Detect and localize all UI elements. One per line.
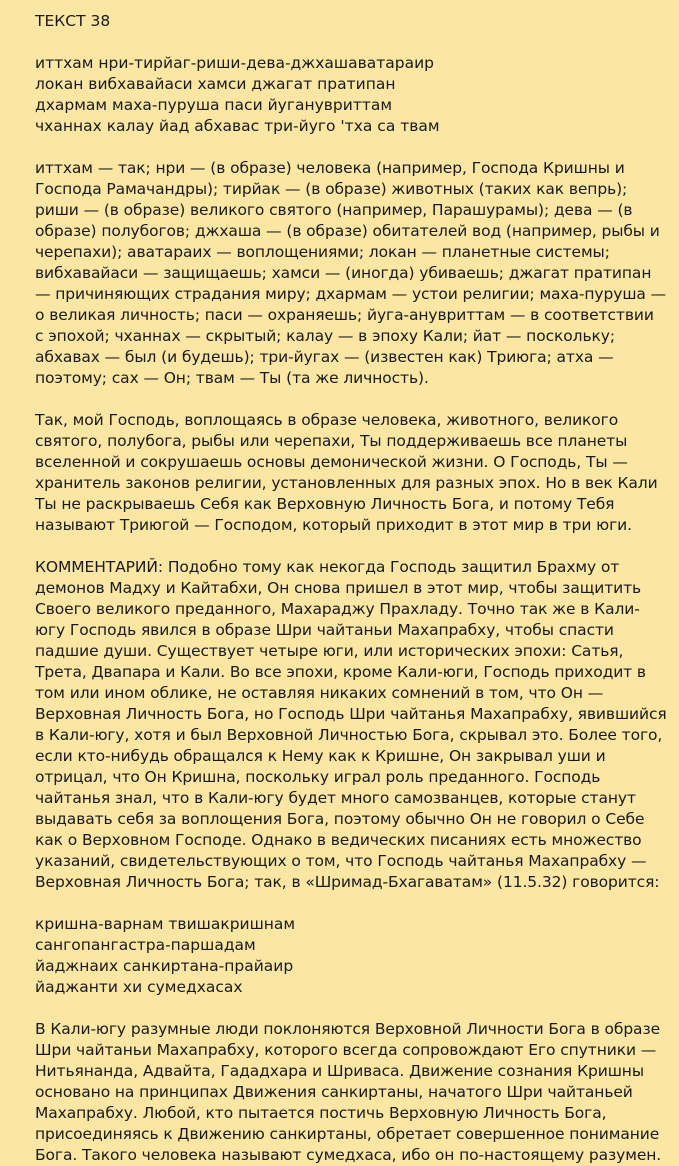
verse-line: локан вибхавайаси хамси джагат пратипан <box>35 75 396 93</box>
quote-line: кришна-варнам твишакришнам <box>35 915 296 933</box>
quote-line: сангопангастра-паршадам <box>35 936 256 954</box>
synonyms-paragraph: иттхам — так; нри — (в образе) человека (например, Господа Кришны и Господа Рамачандры); тирйак — (в образе) животных (таких как вепрь); риши — (в образе) великого святого (например, Парашурамы); дева — (в образе) полубогов; джхаша — (в образе) обитателей вод (например, рыбы и черепахи); аватараих — воплощениями; локан — планетные системы; вибхавайаси — защищаешь; хамси — (иногда) убиваешь; джагат пратипан — причиняющих страдания миру; дхармам — устои религии; маха-пуруша — о великая личность; паси — охраняешь; йуга-анувриттам — в соответствии с эпохой; чханнах — скрытый; калау — в эпоху Кали; йат — поскольку; абхавах — был (и будешь); три-йугах — (известен как) Триюга; атха — поэтому; сах — Он; твам — Ты (та же личность). <box>35 159 667 387</box>
verse-line: дхармам маха-пуруша паси йуганувриттам <box>35 96 393 114</box>
quoted-verse <box>35 914 667 998</box>
text-title: ТЕКСТ 38 <box>35 12 111 30</box>
verse-line: иттхам нри-тирйаг-риши-дева-джхашаватараир <box>35 54 434 72</box>
final-paragraph: В Кали-югу разумные люди поклоняются Верховной Личности Бога в образе Шри чайтаньи Махапрабху, которого всегда сопровождают Его спутники — Нитьянанда, Адвайта, Гададхара и Шриваса. Движение сознания Кришны основано на принципах Движения санкиртаны, начатого Шри чайтаньей Махапрабху. Любой, кто пытается постичь Верховную Личность Бога, присоединяясь к Движению санкиртаны, обретает совершенное понимание Бога. Такого человека называют сумедхаса, ибо он по-настоящему разумен. <box>35 1020 662 1164</box>
verse-transliteration <box>35 53 667 137</box>
commentary-paragraph: КОММЕНТАРИЙ: Подобно тому как некогда Господь защитил Брахму от демонов Мадху и Кайтабхи, Он снова пришел в этот мир, чтобы защитить Своего великого преданного, Махараджу Прахладу. Точно так же в Кали-югу Господь явился в образе Шри чайтаньи Махапрабху, чтобы спасти падшие души. Существует четыре юги, или исторических эпохи: Сатья, Трета, Двапара и Кали. Во все эпохи, кроме Кали-юги, Господь приходит в том или ином облике, не оставляя никаких сомнений в том, что Он — Верховная Личность Бога, но Господь Шри чайтанья Махапрабху, явившийся в Кали-югу, хотя и был Верховной Личностью Бога, скрывал это. Более того, если кто-нибудь обращался к Нему как к Кришне, Он закрывал уши и отрицал, что Он Кришна, поскольку играл роль преданного. Господь чайтанья знал, что в Кали-югу будет много самозванцев, которые станут выдавать себя за воплощения Бога, поэтому обычно Он не говорил о Себе как о Верховном Господе. Однако в ведических писаниях есть множество указаний, свидетельствующих о том, что Господь чайтанья Махапрабху — Верховная Личность Бога; так, в «Шримад-Бхагаватам» (11.5.32) говорится: <box>35 558 667 891</box>
translation-paragraph: Так, мой Господь, воплощаясь в образе человека, животного, великого святого, полубога, рыбы или черепахи, Ты поддерживаешь все планеты вселенной и сокрушаешь основы демонической жизни. О Господь, Ты — хранитель законов религии, установленных для разных эпох. Но в век Кали Ты не раскрываешь Себя как Верховную Личность Бога, и потому Тебя называют Триюгой — Господом, который приходит в этот мир в три юги. <box>35 411 658 534</box>
quote-line: йаджанти хи сумедхасах <box>35 978 243 996</box>
quote-line: йаджнаих санкиртана-прайаир <box>35 957 294 975</box>
verse-line: чханнах калау йад абхавас три-йуго 'тха са твам <box>35 117 440 135</box>
